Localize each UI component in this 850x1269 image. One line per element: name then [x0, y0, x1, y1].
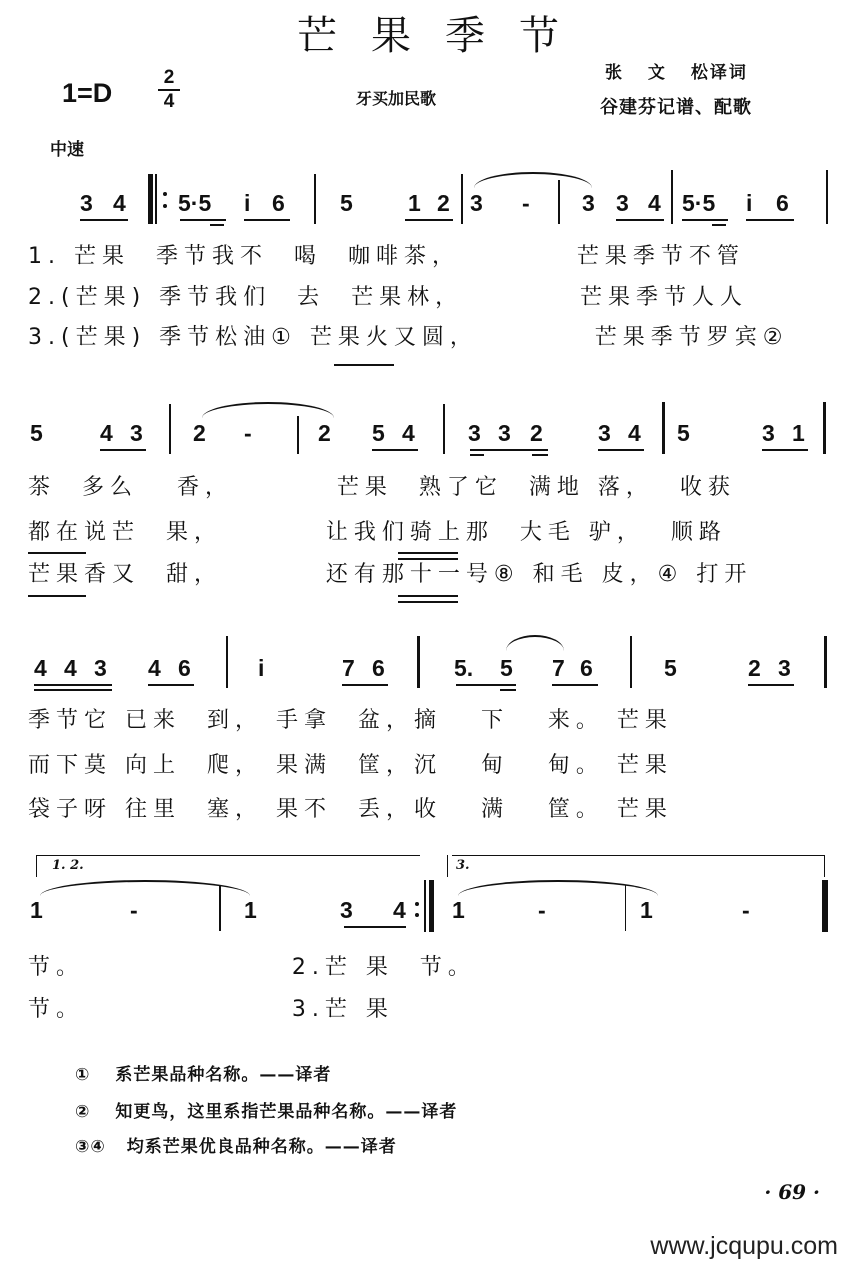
- lyric-slur-line: [28, 552, 86, 554]
- barline: [630, 636, 632, 688]
- barline: [662, 402, 665, 454]
- repeat-dot: [415, 913, 419, 917]
- volta-label-1-2: 1. 2.: [52, 858, 84, 873]
- footnote-text: 知更鸟，这里系指芒果品种名称。——译者: [115, 1102, 458, 1122]
- note: 6: [272, 190, 285, 216]
- barline: [219, 885, 221, 931]
- repeat-dot: [415, 902, 419, 906]
- lyric-verse-2: 都在说芒 果， 让我们骑上那 大毛 驴， 顺路: [28, 520, 727, 545]
- sixteenth-beam: [532, 454, 548, 456]
- note: 3: [130, 420, 143, 446]
- note: 6: [776, 190, 789, 216]
- lyric-verse-2: 而下莫 向上 爬， 果满 筐，沉 甸 甸。 芒果: [28, 753, 673, 778]
- eighth-beam: [372, 449, 418, 451]
- note: 6: [372, 655, 385, 681]
- lyric-slur-line: [334, 364, 394, 366]
- footnote-mark: ①: [75, 1065, 91, 1085]
- note: 1: [244, 897, 257, 923]
- eighth-beam: [405, 219, 453, 221]
- note: 3: [80, 190, 93, 216]
- note: 3: [778, 655, 791, 681]
- lyric-slur-line: [398, 552, 458, 554]
- eighth-beam: [100, 449, 146, 451]
- barline: [226, 636, 228, 688]
- tie-arc: [202, 402, 334, 418]
- eighth-beam: [244, 219, 290, 221]
- repeat-start-barline-thin: [155, 174, 157, 224]
- eighth-beam: [616, 219, 664, 221]
- time-signature-top: 2: [163, 67, 175, 88]
- note: 5.: [454, 655, 474, 681]
- note: 3: [468, 420, 481, 446]
- footnote-mark: ②: [75, 1102, 91, 1122]
- volta-label-3: 3.: [456, 858, 470, 873]
- note: 4: [393, 897, 406, 923]
- eighth-beam: [682, 219, 728, 221]
- lyric-slur-line: [398, 595, 458, 597]
- note: 5: [30, 420, 43, 446]
- lyricist-credit: 张 文 松译词: [605, 63, 748, 83]
- repeat-end-barline: [429, 880, 434, 932]
- tempo-marking: 中速: [50, 140, 84, 160]
- footnote-2: [75, 1097, 457, 1122]
- repeat-end-barline-thin: [424, 880, 426, 932]
- barline: [826, 170, 828, 224]
- eighth-beam: [748, 684, 794, 686]
- note: 6: [580, 655, 593, 681]
- note: 4: [628, 420, 641, 446]
- eighth-beam: [344, 926, 406, 928]
- watermark: www.jcqupu.com: [650, 1232, 838, 1260]
- note: 3: [582, 190, 595, 216]
- eighth-beam: [34, 684, 112, 686]
- volta-bracket-1: [36, 855, 420, 856]
- note: 5·5: [682, 190, 716, 216]
- song-title: 芒果季节: [297, 13, 593, 59]
- note: 2: [193, 420, 206, 446]
- lyric-verse-2: 2.(芒果) 季节我们 去 芒果林， 芒果季节人人: [28, 285, 749, 310]
- eighth-beam: [552, 684, 598, 686]
- barline: [461, 174, 463, 224]
- lyric-verse-3: 3.(芒果) 季节松油① 芒果火又圆， 芒果季节罗宾②: [28, 325, 789, 350]
- note: 2: [437, 190, 450, 216]
- footnote-mark: ③④: [75, 1137, 106, 1157]
- note: 5: [340, 190, 353, 216]
- lyric-verse-1: 季节它 已来 到， 手拿 盆，摘 下 来。 芒果: [28, 708, 673, 733]
- repeat-dot: [163, 192, 167, 196]
- time-signature-bottom: 4: [163, 91, 175, 112]
- lyric-verse-2-ending: 节。 2.芒 果 节。: [28, 955, 476, 980]
- final-barline: [822, 880, 828, 932]
- volta-bracket-edge: [447, 855, 448, 877]
- note: 1: [452, 897, 465, 923]
- eighth-beam: [80, 219, 128, 221]
- note: 3: [498, 420, 511, 446]
- footnote-text: 均系芒果优良品种名称。——译者: [126, 1137, 397, 1157]
- note: 3: [762, 420, 775, 446]
- sixteenth-beam: [210, 224, 224, 226]
- note: 5: [372, 420, 385, 446]
- note: 3: [470, 190, 483, 216]
- eighth-beam: [598, 449, 644, 451]
- dash: -: [244, 420, 252, 446]
- repeat-start-barline: [148, 174, 153, 224]
- note: 4: [64, 655, 77, 681]
- note-high: i: [244, 190, 251, 216]
- lyric-slur-line: [398, 558, 458, 560]
- note: 7: [342, 655, 355, 681]
- lyric-verse-1: 1. 芒果 季节我不 喝 咖啡茶， 芒果季节不管: [28, 244, 745, 269]
- note: 5: [500, 655, 513, 681]
- footnote-3-4: [75, 1132, 397, 1157]
- eighth-beam: [342, 684, 388, 686]
- volta-bracket-edge: [824, 855, 825, 877]
- page-number: · 69 ·: [764, 1180, 820, 1204]
- footnote-text: 系芒果品种名称。——译者: [115, 1065, 332, 1085]
- eighth-beam: [148, 684, 194, 686]
- note: 3: [616, 190, 629, 216]
- volta-bracket-2: [452, 855, 824, 856]
- note: 3: [598, 420, 611, 446]
- note: 4: [402, 420, 415, 446]
- tie-arc: [474, 172, 592, 188]
- barline: [823, 402, 826, 454]
- note: 6: [178, 655, 191, 681]
- sixteenth-beam: [500, 689, 516, 691]
- note-high: i: [258, 655, 265, 681]
- eighth-beam: [456, 684, 516, 686]
- note: 2: [748, 655, 761, 681]
- note-high: i: [746, 190, 753, 216]
- time-signature: [158, 68, 180, 112]
- note: 4: [34, 655, 47, 681]
- key-signature: 1=D: [62, 78, 113, 108]
- note: 2: [318, 420, 331, 446]
- barline: [625, 885, 626, 931]
- lyric-verse-3-ending: 节。 3.芒 果: [28, 997, 394, 1022]
- sixteenth-beam: [34, 689, 112, 691]
- barline: [671, 170, 673, 224]
- dash: -: [522, 190, 530, 216]
- eighth-beam: [470, 449, 548, 451]
- barline: [443, 404, 445, 454]
- barline: [558, 180, 560, 224]
- note: 3: [94, 655, 107, 681]
- note: 1: [792, 420, 805, 446]
- footnote-1: [75, 1060, 331, 1085]
- tie-arc: [506, 635, 564, 651]
- note: 4: [100, 420, 113, 446]
- note: 1: [30, 897, 43, 923]
- lyric-verse-3: 芒果香又 甜， 还有那十一号⑧ 和毛 皮，④ 打开: [28, 562, 753, 587]
- repeat-dot: [163, 204, 167, 208]
- sixteenth-beam: [712, 224, 726, 226]
- eighth-beam: [180, 219, 226, 221]
- note: 1: [408, 190, 421, 216]
- barline: [824, 636, 827, 688]
- lyric-verse-3: 袋子呀 往里 塞， 果不 丢，收 满 筐。 芒果: [28, 797, 673, 822]
- volta-bracket-edge: [36, 855, 37, 877]
- note: 4: [148, 655, 161, 681]
- eighth-beam: [762, 449, 808, 451]
- note: 5: [677, 420, 690, 446]
- lyric-slur-line: [28, 595, 86, 597]
- arranger-credit: 谷建芬记谱、配歌: [600, 97, 752, 118]
- note: 4: [648, 190, 661, 216]
- dash: -: [742, 897, 750, 923]
- barline: [417, 636, 420, 688]
- note: 4: [113, 190, 126, 216]
- note: 3: [340, 897, 353, 923]
- lyric-verse-1: 茶 多么 香， 芒果 熟了它 满地 落， 收获: [28, 475, 736, 500]
- barline: [314, 174, 316, 224]
- note: 5·5: [178, 190, 212, 216]
- sixteenth-beam: [470, 454, 484, 456]
- note: 5: [664, 655, 677, 681]
- barline: [297, 416, 299, 454]
- dash: -: [538, 897, 546, 923]
- dash: -: [130, 897, 138, 923]
- eighth-beam: [746, 219, 794, 221]
- song-origin: 牙买加民歌: [356, 89, 437, 108]
- note: 1: [640, 897, 653, 923]
- note: 7: [552, 655, 565, 681]
- tie-arc: [458, 880, 658, 896]
- note: 2: [530, 420, 543, 446]
- lyric-slur-line: [398, 601, 458, 603]
- barline: [169, 404, 171, 454]
